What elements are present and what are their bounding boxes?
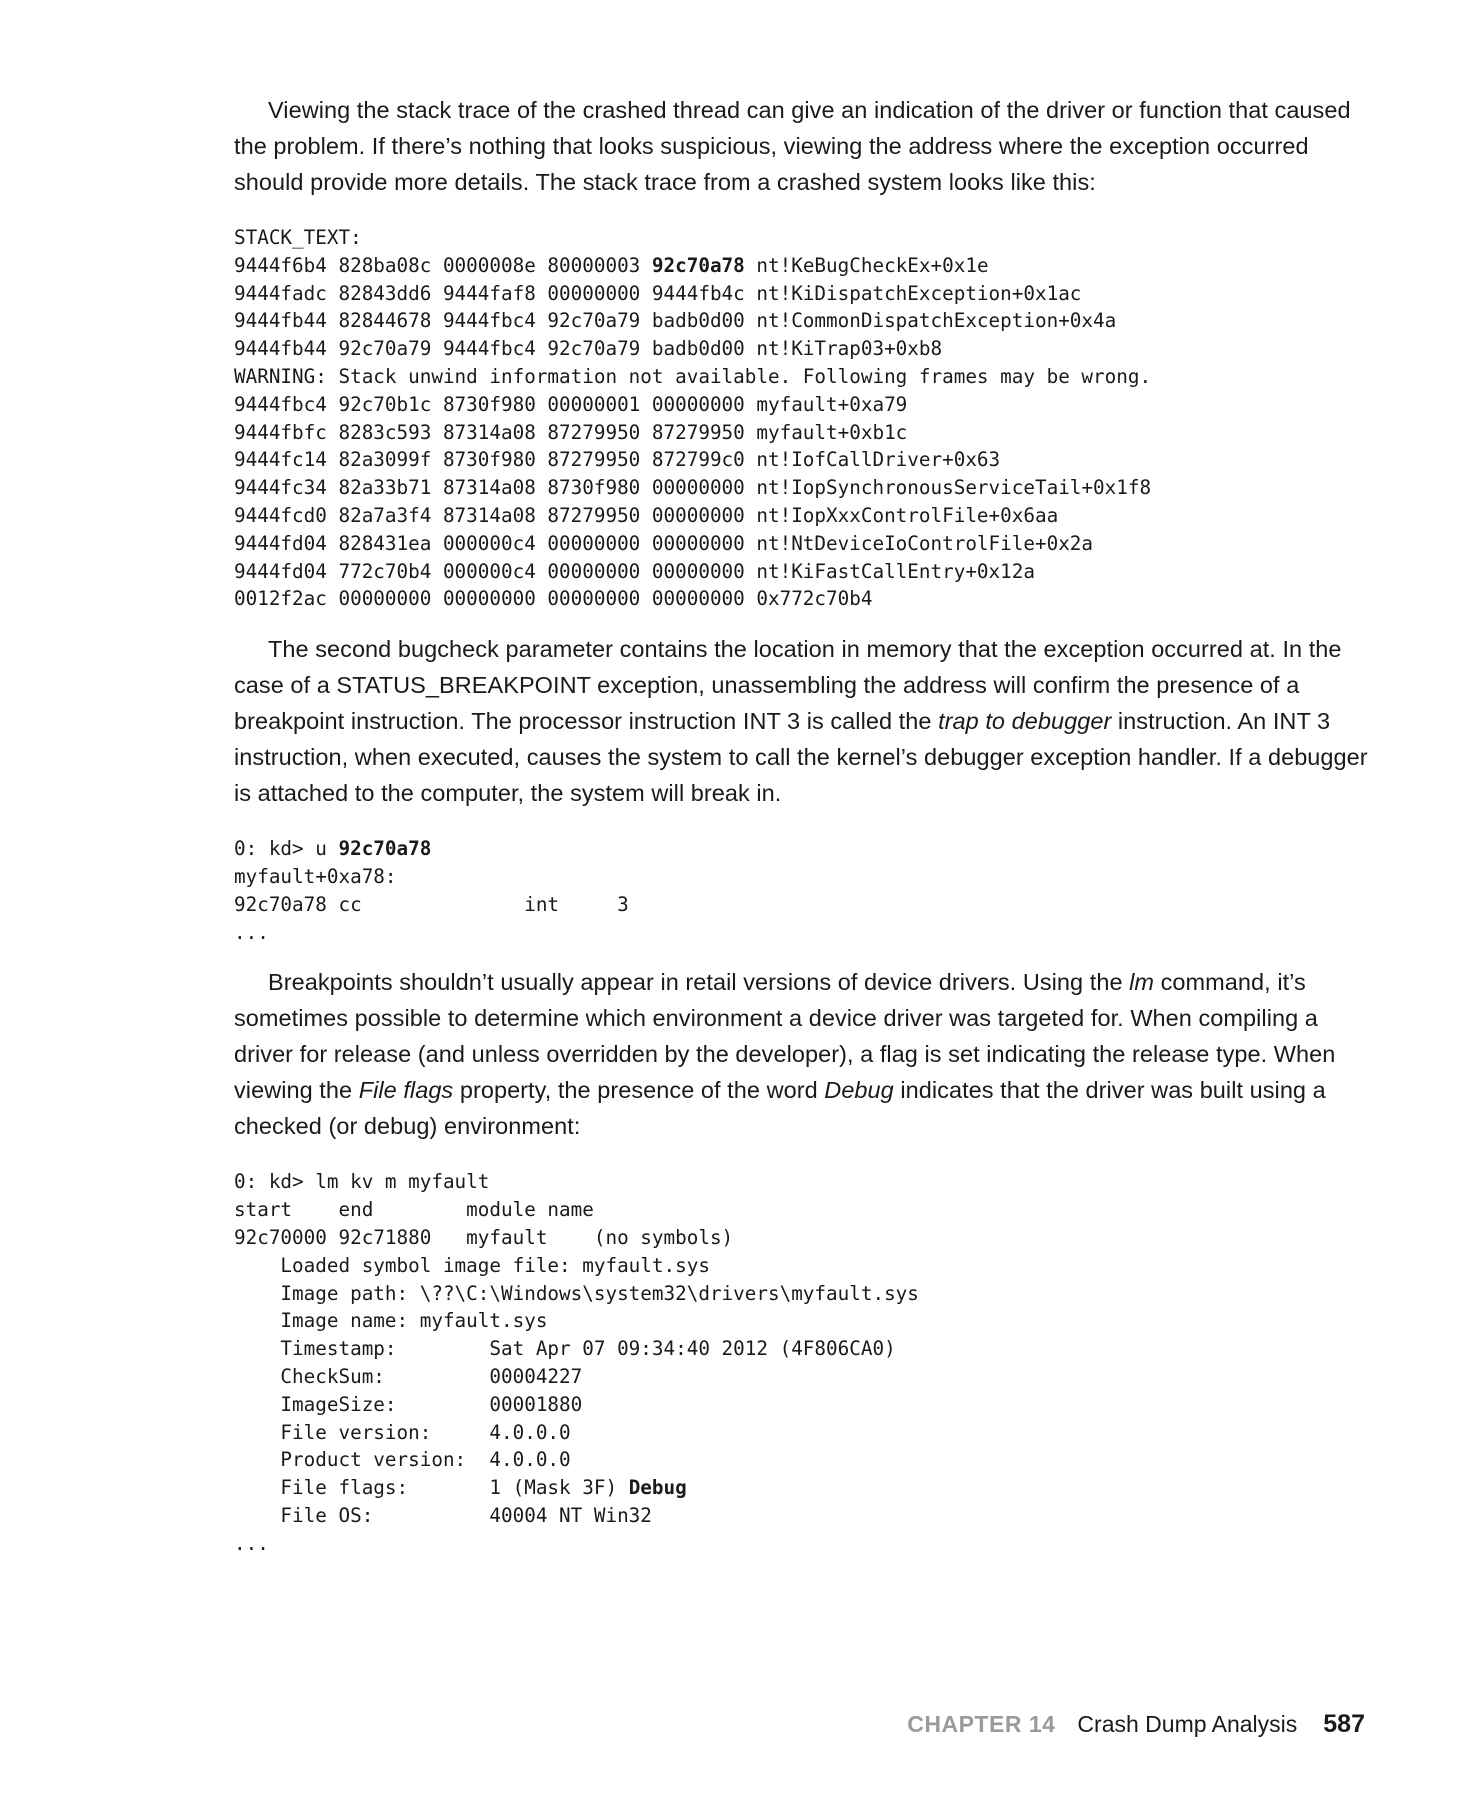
page-footer [907, 1710, 1365, 1739]
code-ellipsis: ... [234, 920, 269, 944]
stack-line: 9444fadc 82843dd6 9444faf8 00000000 9444fb4c nt!KiDispatchException+0x1ac [234, 281, 1082, 305]
code-line: Image name: myfault.sys [234, 1309, 548, 1333]
para-text: Breakpoints shouldn’t usually appear in retail versions of device drivers. Using the [268, 969, 1130, 996]
stack-line: 9444fc14 82a3099f 8730f980 87279950 872799c0 nt!IofCallDriver+0x63 [234, 448, 1001, 472]
stack-line: 9444fd04 828431ea 000000c4 00000000 00000000 nt!NtDeviceIoControlFile+0x2a [234, 531, 1094, 555]
page-body [234, 92, 1374, 1558]
para-emphasis: File flags [358, 1077, 454, 1104]
stack-line: 9444fcd0 82a7a3f4 87314a08 87279950 00000000 nt!IopXxxControlFile+0x6aa [234, 503, 1059, 527]
para-text: property, the presence of the word [453, 1077, 825, 1104]
code-line: myfault+0xa78: [234, 864, 397, 888]
para-text: indicates that the driver was built using a checked (or debug) environment: [234, 1077, 1326, 1140]
stack-line: 9444fbc4 92c70b1c 8730f980 00000001 00000000 myfault+0xa79 [234, 392, 908, 416]
code-line: 92c70a78 cc int 3 [234, 892, 629, 916]
stack-warning-line: WARNING: Stack unwind information not available. Following frames may be wrong. [234, 364, 1152, 388]
kd-prompt: 0: kd> u [234, 837, 339, 861]
code-line: Timestamp: Sat Apr 07 09:34:40 2012 (4F806CA0) [234, 1337, 896, 1361]
paragraph-bugcheck-parameter [234, 631, 1374, 811]
code-line: File version: 4.0.0.0 [234, 1420, 571, 1444]
stack-line: 9444fbfc 8283c593 87314a08 87279950 87279950 myfault+0xb1c [234, 420, 908, 444]
para-emphasis: trap to debugger [938, 708, 1112, 735]
code-line: 0: kd> lm kv m myfault [234, 1170, 490, 1194]
debug-flag: Debug [628, 1476, 687, 1500]
unassemble-block [234, 835, 1374, 946]
chapter-title: Crash Dump Analysis [1077, 1711, 1298, 1737]
code-line: ImageSize: 00001880 [234, 1392, 583, 1416]
lm-output-block [234, 1168, 1374, 1557]
chapter-label: CHAPTER 14 [907, 1711, 1056, 1737]
file-flags-line: File flags: 1 (Mask 3F) [234, 1476, 629, 1500]
stack-line: 9444fc34 82a33b71 87314a08 8730f980 00000000 nt!IopSynchronousServiceTail+0x1f8 [234, 476, 1152, 500]
para-emphasis: lm [1129, 969, 1155, 996]
code-line: CheckSum: 00004227 [234, 1364, 583, 1388]
unassemble-address: 92c70a78 [338, 837, 432, 861]
code-line: Product version: 4.0.0.0 [234, 1448, 571, 1472]
para-text: command, it’s sometimes possible to determine which environment a device driver was targeted for. When compiling a driver for release (and unless overridden by the developer), a flag is set indicating the release type. When viewing the [234, 969, 1336, 1104]
code-line: Image path: \??\C:\Windows\system32\drivers\myfault.sys [234, 1281, 919, 1305]
stack-line: 9444fb44 92c70a79 9444fbc4 92c70a79 badb0d00 nt!KiTrap03+0xb8 [234, 337, 943, 361]
stack-line-tail: nt!KeBugCheckEx+0x1e [744, 253, 989, 277]
para-text: The second bugcheck parameter contains the location in memory that the exception occurred at. In the case of a STATUS_BREAKPOINT exception, unassembling the address will confirm the presence of a breakpoint instruction. The processor instruction INT 3 is called the [234, 636, 1342, 735]
code-line: 92c70000 92c71880 myfault (no symbols) [234, 1225, 734, 1249]
stack-line: 0012f2ac 00000000 00000000 00000000 00000000 0x772c70b4 [234, 587, 873, 611]
code-line: Loaded symbol image file: myfault.sys [234, 1253, 710, 1277]
page-number: 587 [1323, 1710, 1365, 1738]
stack-line: 9444fb44 82844678 9444fbc4 92c70a79 badb0d00 nt!CommonDispatchException+0x4a [234, 309, 1117, 333]
stack-bold-address: 92c70a78 [651, 253, 745, 277]
code-ellipsis: ... [234, 1531, 269, 1555]
paragraph-stack-trace-intro: Viewing the stack trace of the crashed thread can give an indication of the driver or function that caused the problem. If there’s nothing that looks suspicious, viewing the address where the exception occurred should provide more details. The stack trace from a crashed system looks like this: [234, 97, 1351, 195]
para-text: instruction. An INT 3 instruction, when executed, causes the system to call the kernel’s debugger exception handler. If a debugger is attached to the computer, the system will break in. [234, 708, 1368, 807]
stack-line: 9444f6b4 828ba08c 0000008e 80000003 [234, 253, 652, 277]
stack-header: STACK_TEXT: [234, 226, 362, 249]
code-line: File OS: 40004 NT Win32 [234, 1503, 652, 1527]
para-emphasis: Debug [824, 1077, 894, 1104]
stack-line: 9444fd04 772c70b4 000000c4 00000000 00000000 nt!KiFastCallEntry+0x12a [234, 559, 1035, 583]
paragraph-breakpoints [234, 964, 1374, 1144]
stack-trace-block [234, 224, 1374, 613]
code-line: start end module name [234, 1198, 594, 1222]
